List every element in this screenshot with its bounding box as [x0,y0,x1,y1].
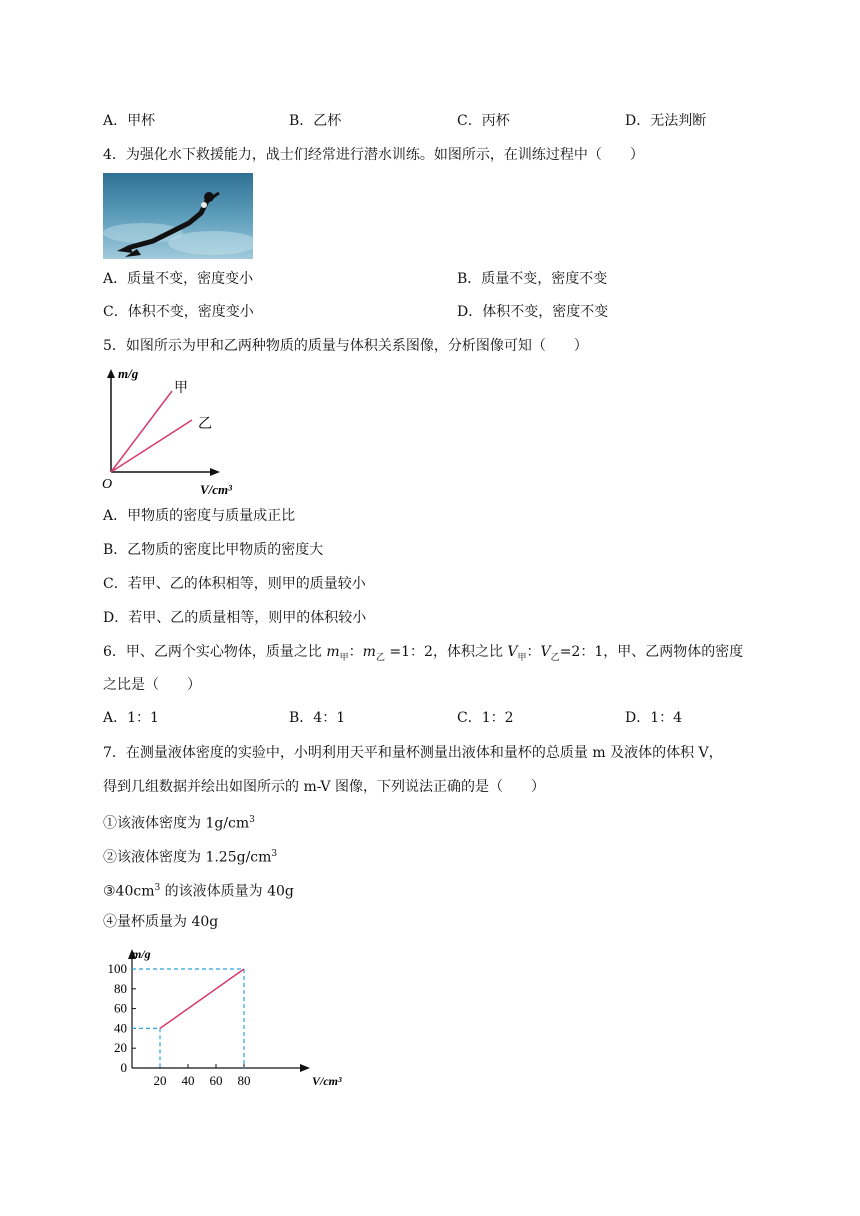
q7-s2-sup: 3 [271,849,278,859]
q7-ytick-100: 100 [107,961,127,976]
q7-s2-text: ②该液体密度为 1.25g/cm [103,849,272,866]
q5-graph [100,364,260,494]
q6-option-c: C．1：2 [457,710,514,726]
q7-ytick-0: 0 [120,1060,127,1075]
q3-option-c: C．丙杯 [457,113,510,129]
q6-stem-line2: 之比是（ ） [103,677,201,693]
q3-option-d: D．无法判断 [625,113,707,129]
q7-x-arrow [300,1064,310,1072]
q7-s3-text-a: ③40cm [103,883,155,900]
q7-ytick-60: 60 [114,1000,127,1016]
q5-line-jia [111,391,172,472]
q4-option-b: B．质量不变，密度不变 [457,271,608,287]
q6-vol-ratio: =2：1，甲、乙两物体的密度 [559,644,744,660]
q6-stem-line1 [103,642,743,668]
q5-x-arrow [210,468,220,476]
q6-v-sub-yi: 乙 [550,652,560,663]
q7-s1-sup: 3 [249,815,255,825]
q6-option-d: D．1：4 [625,710,683,726]
q6-mass-ratio: =1：2，体积之比 [384,644,508,660]
q5-xlabel: V/cm³ [200,482,233,494]
q7-ylabel: m/g [132,947,151,961]
q7-statement-4: ④量杯质量为 40g [103,914,219,930]
q5-label-yi: 乙 [198,417,212,432]
q7-statement-3 [103,878,294,902]
q6-sub-jia: 甲 [339,652,349,663]
q7-chart-svg [98,943,358,1091]
q6-v-jia: V [507,644,518,660]
q5-line-yi [111,420,192,472]
q6-option-a: A．1：1 [103,710,159,726]
q6-option-b: B．4：1 [289,710,346,726]
q7-s3-sup: 3 [154,883,161,893]
q6-m-yi: m [362,644,376,660]
q6-colon: ： [348,644,363,660]
q4-option-d: D．体积不变，密度不变 [457,304,609,320]
q7-s1-text: ①该液体密度为 1g/cm [103,815,250,832]
q6-v-colon: ： [526,644,541,660]
q7-xlabel: V/cm³ [312,1074,342,1088]
q5-option-b: B．乙物质的密度比甲物质的密度大 [103,542,324,558]
q7-xtick-20: 20 [153,1073,167,1088]
q5-option-d: D．若甲、乙的质量相等，则甲的体积较小 [103,610,367,626]
q7-stem-line2: 得到几组数据并绘出如图所示的 m-V 图像，下列说法正确的是（ ） [103,779,545,795]
q7-data-line [160,969,244,1028]
diver-image [103,173,253,259]
q3-option-a: A．甲杯 [103,113,156,129]
q7-statement-1 [103,810,255,834]
q5-option-a: A．甲物质的密度与质量成正比 [103,508,296,524]
q5-label-jia: 甲 [174,381,188,396]
q6-m-jia: m [326,644,340,660]
q7-s3-text-b: 的该液体质量为 40g [160,883,294,900]
q6-sub-yi: 乙 [375,652,385,663]
q3-option-b: B．乙杯 [289,113,342,129]
q4-option-a: A．质量不变，密度变小 [103,271,254,287]
q7-xtick-80: 80 [237,1073,251,1088]
q7-statement-2 [103,844,277,868]
q5-y-arrow [107,369,115,378]
q5-origin: O [102,477,113,492]
q7-stem-line1: 7．在测量液体密度的实验中，小明利用天平和量杯测量出液体和量杯的总质量 m 及液体的体积 V， [103,745,723,761]
q6-v-yi: V [540,644,551,660]
q7-xtick-60: 60 [209,1073,223,1088]
q5-stem: 5．如图所示为甲和乙两种物质的质量与体积关系图像，分析图像可知（ ） [103,338,588,354]
q4-stem: 4．为强化水下救援能力，战士们经常进行潜水训练。如图所示，在训练过程中（ ） [103,147,644,163]
q5-option-c: C．若甲、乙的体积相等，则甲的质量较小 [103,576,366,592]
q7-ytick-80: 80 [114,980,127,996]
diver-photo [103,173,253,259]
q7-chart [98,943,358,1091]
q5-ylabel: m/g [118,366,139,381]
q7-ytick-20: 20 [114,1040,127,1056]
q4-option-c: C．体积不变，密度变小 [103,304,254,320]
q7-xtick-40: 40 [181,1073,195,1088]
q6-stem-pre: 6．甲、乙两个实心物体，质量之比 [103,644,327,660]
q7-ytick-40: 40 [114,1020,127,1036]
q6-v-sub-jia: 甲 [517,652,527,663]
